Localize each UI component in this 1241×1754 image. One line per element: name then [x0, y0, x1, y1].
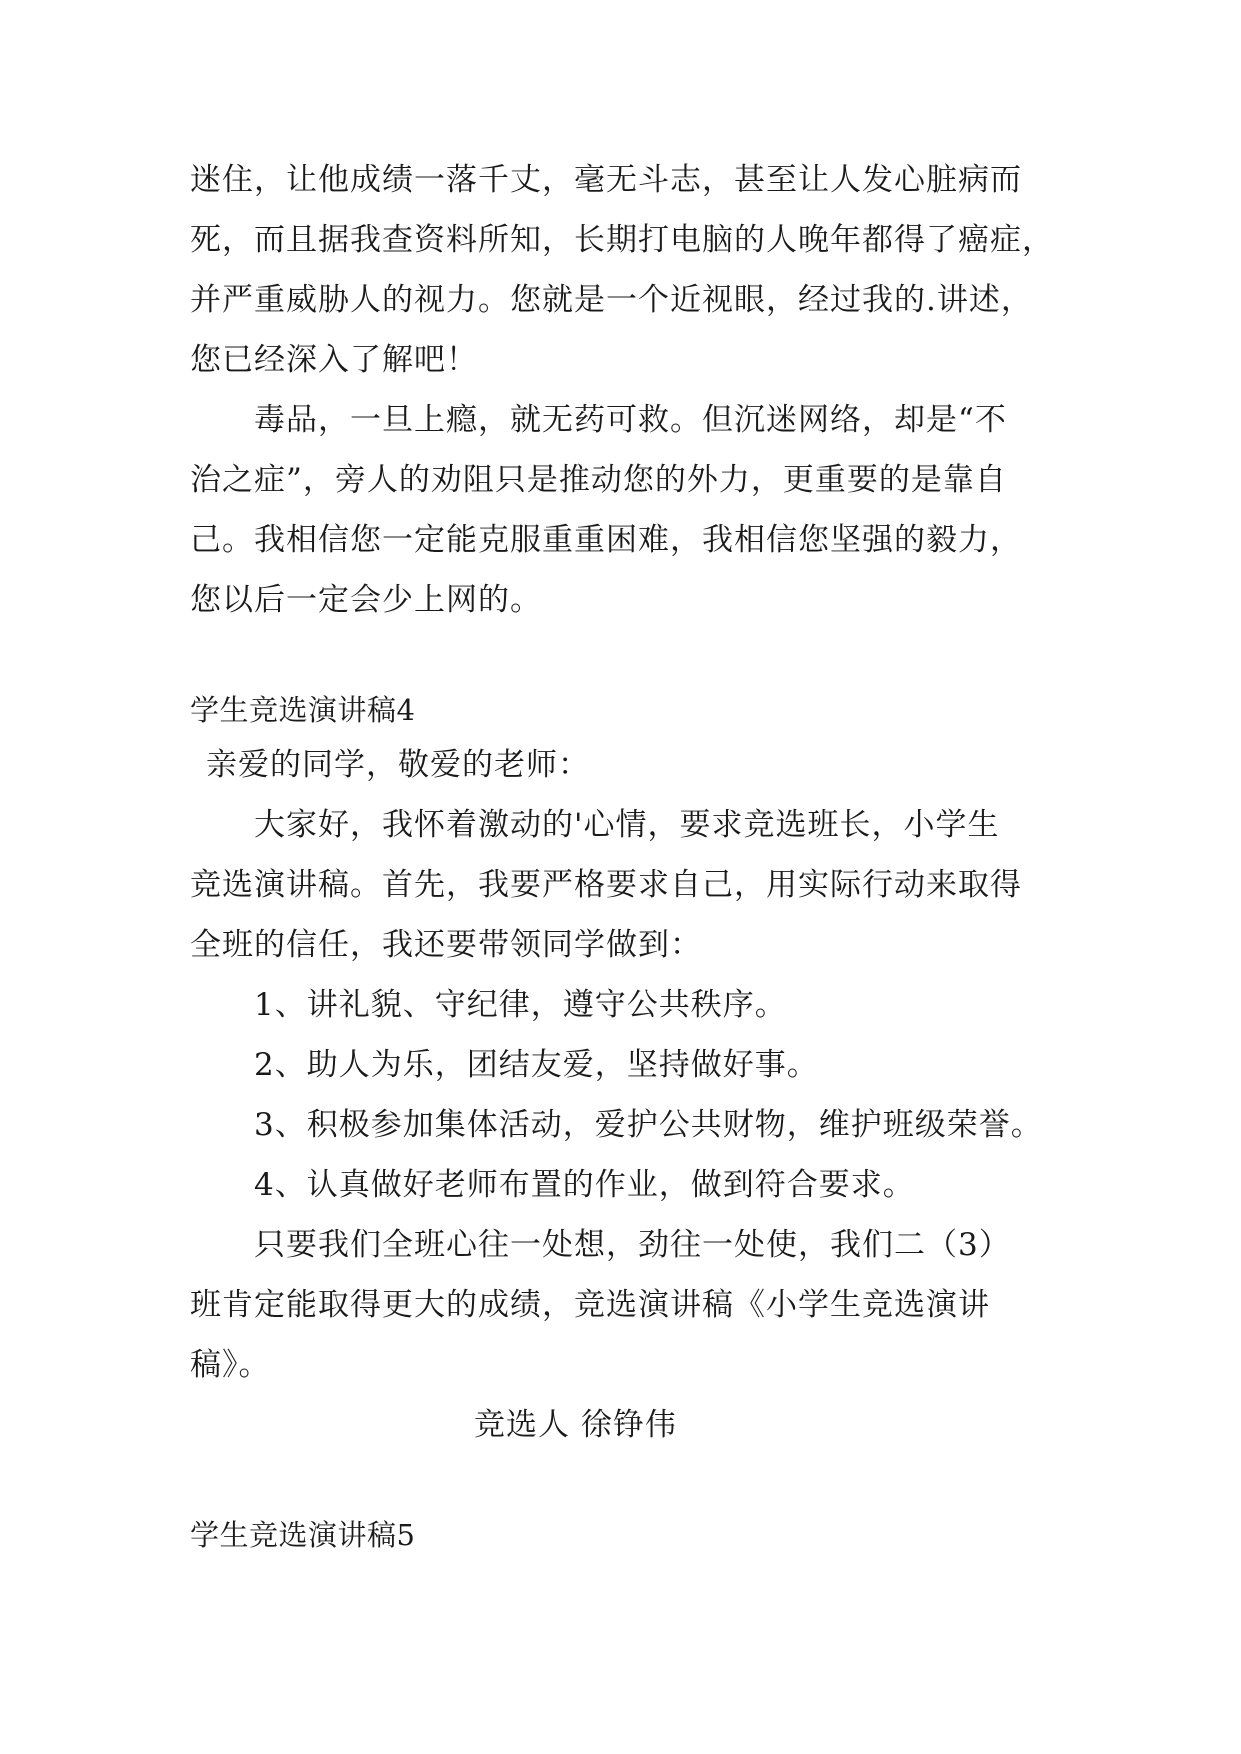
- paragraph-2-line-2: 治之症”，旁人的劝阻只是推动您的外力，更重要的是靠自: [190, 462, 1007, 498]
- paragraph-2-line-4: 您以后一定会少上网的。: [190, 582, 542, 618]
- paragraph-1-line-4: 您已经深入了解吧！: [190, 342, 478, 378]
- section-4-closing-line-1: 只要我们全班心往一处想，劲往一处使，我们二（3）: [254, 1227, 1011, 1263]
- section-4-title: 学生竞选演讲稿4: [190, 693, 416, 727]
- section-4-closing-line-2: 班肯定能取得更大的成绩，竞选演讲稿《小学生竞选演讲: [190, 1287, 990, 1323]
- section-4-item-3: 3、积极参加集体活动，爱护公共财物，维护班级荣誉。: [254, 1107, 1043, 1143]
- section-4-intro-line-3: 全班的信任，我还要带领同学做到：: [190, 927, 702, 963]
- section-4-intro-line-2: 竞选演讲稿。首先，我要严格要求自己，用实际行动来取得: [190, 867, 1022, 903]
- paragraph-2-line-3: 己。我相信您一定能克服重重困难，我相信您坚强的毅力，: [190, 522, 1022, 558]
- section-4-salutation: 亲爱的同学，敬爱的老师：: [206, 747, 590, 783]
- section-4-item-1: 1、讲礼貌、守纪律，遵守公共秩序。: [254, 987, 787, 1023]
- paragraph-1-line-2: 死，而且据我查资料所知，长期打电脑的人晚年都得了癌症，: [190, 222, 1054, 258]
- section-4-item-2: 2、助人为乐，团结友爱，坚持做好事。: [254, 1047, 819, 1083]
- section-4-signature: 竞选人 徐铮伟: [474, 1407, 677, 1443]
- paragraph-1-line-1: 迷住，让他成绩一落千丈，毫无斗志，甚至让人发心脏病而: [190, 162, 1022, 198]
- section-4-closing-line-3: 稿》。: [190, 1347, 271, 1383]
- section-5-title: 学生竞选演讲稿5: [190, 1518, 416, 1552]
- paragraph-2-line-1: 毒品，一旦上瘾，就无药可救。但沉迷网络，却是“不: [254, 402, 1007, 438]
- paragraph-1-line-3: 并严重威胁人的视力。您就是一个近视眼，经过我的.讲述，: [190, 282, 1033, 318]
- section-4-item-4: 4、认真做好老师布置的作业，做到符合要求。: [254, 1167, 915, 1203]
- section-4-intro-line-1: 大家好，我怀着激动的'心情，要求竞选班长，小学生: [254, 807, 1000, 843]
